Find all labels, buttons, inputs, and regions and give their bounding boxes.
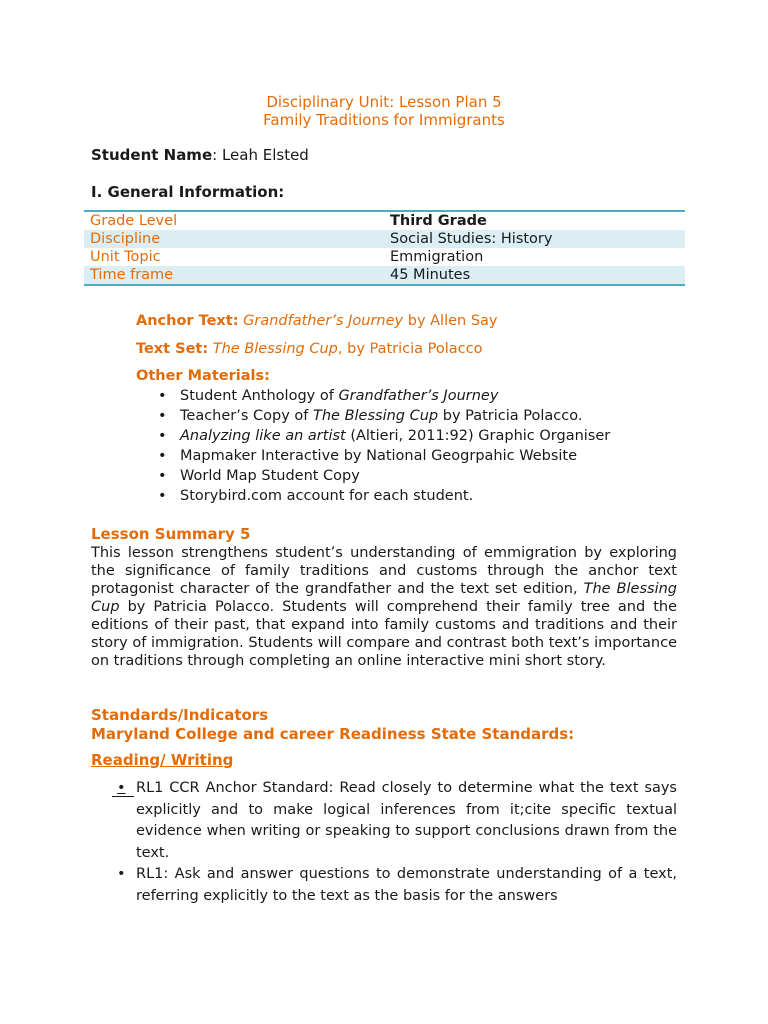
item-title: Grandfather’s Journey — [338, 388, 499, 404]
row-label: Grade Level — [90, 213, 178, 229]
summary-part: by Patricia Polacco. Students will comprehend their family tree and the editions of their past, that expand into family customs and traditions and their story of immigration. Students will compare and contrast both text’s importance on traditions through completing an online interactive mini short story. — [91, 599, 677, 669]
text-set-line — [136, 341, 482, 357]
row-value: Third Grade — [390, 213, 487, 229]
list-item — [136, 466, 610, 486]
item-text: Mapmaker Interactive by National Geogrpahic Website — [180, 448, 578, 464]
row-label: Unit Topic — [90, 249, 161, 265]
table-row — [84, 211, 685, 230]
anchor-text-author: by Allen Say — [403, 313, 498, 329]
item-text: Student Anthology of — [180, 388, 339, 404]
list-item — [136, 386, 610, 406]
table-row — [84, 230, 685, 248]
lesson-subtitle: Family Traditions for Immigrants — [263, 111, 505, 129]
row-label: Discipline — [84, 230, 384, 248]
lesson-summary-text — [91, 544, 677, 670]
reading-writing-subheading: Reading/ Writing — [91, 751, 234, 769]
summary-part: This lesson strengthens student’s understanding of emmigration by exploring the significance of family traditions and customs through the anchor text protagonist character of the grandfather and the text set edition, — [91, 545, 677, 597]
student-name-line — [91, 146, 309, 164]
list-item: • RL1 CCR Anchor Standard: Read closely to determine what the text says explicitly and to make logical inferences from it;cite specific textual evidence when writing or speaking to support conclusions drawn from the text. — [113, 778, 677, 864]
lesson-summary-heading: Lesson Summary 5 — [91, 525, 251, 543]
list-item — [136, 486, 610, 506]
standards-heading: Standards/Indicators — [91, 706, 269, 724]
row-value: Social Studies: History — [384, 230, 685, 248]
other-materials-heading: Other Materials: — [136, 368, 270, 384]
item-title: The Blessing Cup — [313, 408, 439, 424]
row-label: Time frame — [84, 266, 384, 285]
item-text: World Map Student Copy — [180, 468, 360, 484]
list-item: • RL1: Ask and answer questions to demonstrate understanding of a text, referring explicitly to the text as the basis for the answers — [113, 864, 677, 907]
list-item — [136, 426, 610, 446]
item-title: Analyzing like an artist — [180, 428, 346, 444]
text-set-label: Text Set: — [136, 341, 209, 357]
item-text: Storybird.com account for each student. — [180, 488, 474, 504]
anchor-text-label: Anchor Text: — [136, 313, 239, 329]
summary-book-title: The Blessing Cup — [91, 581, 677, 615]
anchor-text-line — [136, 313, 498, 329]
item-text: Teacher’s Copy of — [180, 408, 313, 424]
item-text: by Patricia Polacco. — [438, 408, 583, 424]
row-value: Emmigration — [390, 249, 484, 265]
item-text: (Altieri, 2011:92) Graphic Organiser — [345, 428, 611, 444]
text-set-title: The Blessing Cup — [212, 341, 338, 357]
general-info-table — [84, 210, 685, 286]
table-row — [84, 248, 685, 266]
list-item — [136, 446, 610, 466]
lesson-title: Disciplinary Unit: Lesson Plan 5 — [266, 93, 502, 111]
student-name-value: Leah Elsted — [221, 146, 309, 164]
general-info-heading: I. General Information: — [91, 183, 285, 201]
student-name-separator: : — [212, 146, 222, 164]
row-value: 45 Minutes — [384, 266, 685, 285]
text-set-author: , by Patricia Polacco — [337, 341, 483, 357]
student-name-label: Student Name — [91, 146, 213, 164]
list-item — [136, 406, 610, 426]
table-row — [84, 266, 685, 285]
anchor-text-title: Grandfather’s Journey — [243, 313, 404, 329]
state-standards-heading: Maryland College and career Readiness State Standards: — [91, 725, 575, 743]
standards-list — [113, 778, 677, 907]
materials-list — [136, 386, 610, 506]
